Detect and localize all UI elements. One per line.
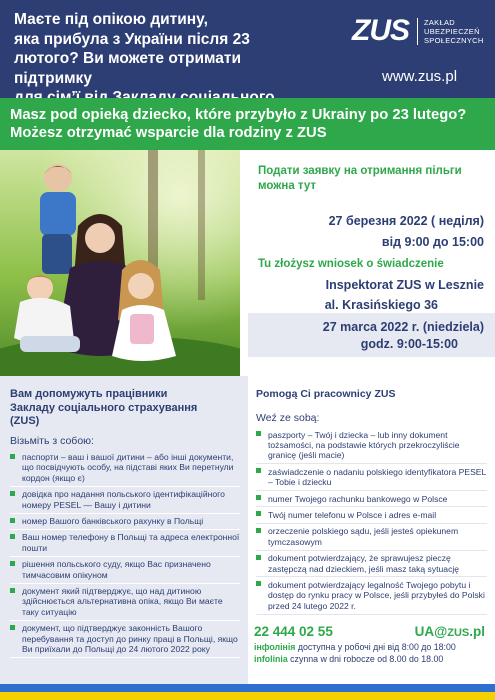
right-heading: Pomogą Ci pracownicy ZUS bbox=[256, 388, 396, 400]
zus-logo-text bbox=[417, 18, 484, 45]
bullet-square-icon bbox=[10, 625, 15, 630]
header-ua-line: яка прибула з України після 23 bbox=[14, 30, 250, 48]
list-item bbox=[256, 524, 487, 551]
header-ua-line: Маєте під опікою дитину, bbox=[14, 11, 208, 28]
contact-block bbox=[248, 622, 495, 684]
list-item-text: paszporty – Twój i dziecka – lub inny dokument tożsamości, na podstawie których przekroczyliście granicę (jeśli macie) bbox=[268, 429, 460, 461]
list-item-text: документ, що підтверджує законність Вашого перебування та доступ до ринку праці в Польщі, якщо Ви приїхали до Польщі до 24 лютого 2022 року bbox=[22, 623, 238, 655]
pl-banner-question: Masz pod opieką dziecko, które przybyło z Ukrainy po 23 lutego? bbox=[10, 107, 467, 123]
left-take-label: Візьміть з собою: bbox=[10, 434, 94, 447]
phone-number[interactable]: 22 444 02 55 bbox=[254, 624, 333, 639]
event-ua-block bbox=[248, 158, 495, 258]
left-heading-line: Вам допомужуть працівники bbox=[10, 388, 168, 400]
header bbox=[0, 0, 495, 98]
list-item bbox=[256, 427, 487, 464]
zus-logo bbox=[352, 14, 482, 48]
event-info bbox=[248, 150, 495, 376]
email-link[interactable] bbox=[415, 624, 485, 639]
family-photo bbox=[0, 150, 240, 376]
event-pl-place: Inspektorat ZUS w Lesznie bbox=[325, 278, 484, 292]
email-prefix: UA@ bbox=[414, 624, 448, 639]
bullet-square-icon bbox=[256, 468, 261, 473]
list-item bbox=[10, 514, 240, 530]
list-item bbox=[256, 464, 487, 491]
bullet-square-icon bbox=[256, 555, 261, 560]
right-take-label: Weź ze sobą: bbox=[256, 412, 320, 424]
left-heading bbox=[10, 388, 240, 429]
bullet-square-icon bbox=[256, 511, 261, 516]
hotline-ua-text: доступна у робочі дні від 8:00 до 18:00 bbox=[295, 642, 456, 652]
flag-stripe-blue bbox=[0, 684, 495, 692]
event-pl-date: 27 marca 2022 r. (niedziela) bbox=[322, 320, 484, 334]
event-pl-time: godz. 9:00-15:00 bbox=[360, 337, 458, 351]
list-item bbox=[10, 450, 240, 487]
list-item bbox=[256, 491, 487, 507]
header-ua-title bbox=[14, 10, 314, 108]
bullet-square-icon bbox=[10, 454, 15, 459]
event-pl-lead: Tu złożysz wniosek o świadczenie bbox=[258, 258, 444, 270]
header-ua-line: лютого? Ви можете отримати підтримку bbox=[14, 50, 241, 87]
email-suffix: .pl bbox=[469, 624, 485, 639]
bullet-square-icon bbox=[10, 518, 15, 523]
logo-text-line: UBEZPIECZEŃ bbox=[424, 26, 480, 36]
website-link[interactable]: www.zus.pl bbox=[382, 68, 458, 85]
pl-banner bbox=[0, 98, 495, 150]
list-item-text: Twój numer telefonu w Polsce i adres e-mail bbox=[268, 509, 437, 520]
list-item-text: паспорти – ваш і вашої дитини – або інші документи, що посвідчують особу, на підставі яких Ви перетнули кордон (якщо є) bbox=[22, 452, 234, 483]
bullet-square-icon bbox=[10, 588, 15, 593]
bullet-square-icon bbox=[10, 561, 15, 566]
hotline-pl-label: infolinia bbox=[254, 654, 288, 664]
bullet-square-icon bbox=[256, 528, 261, 533]
logo-text-line: ZAKŁAD bbox=[424, 17, 455, 27]
right-document-list bbox=[256, 427, 487, 615]
list-item bbox=[10, 621, 240, 658]
list-item-text: документ який підтверджує, що над дитиною здійснюється альтернативна опіка, якщо Ви маєте таку ситуацію bbox=[22, 586, 223, 617]
hotline-pl-text: czynna w dni robocze od 8.00 do 18.00 bbox=[287, 654, 444, 664]
bullet-square-icon bbox=[256, 495, 261, 500]
bullet-square-icon bbox=[256, 431, 261, 436]
event-ua-lead-line: можна тут bbox=[258, 180, 317, 192]
pl-banner-subtitle: Możesz otrzymać wsparcie dla rodziny z ZUS bbox=[10, 125, 327, 141]
bullet-square-icon bbox=[256, 581, 261, 586]
hotline-pl bbox=[254, 654, 443, 664]
list-item bbox=[10, 530, 240, 557]
left-heading-line: (ZUS) bbox=[10, 415, 40, 427]
list-item bbox=[10, 557, 240, 584]
email-domain: ZUS bbox=[447, 627, 470, 639]
list-item-text: номер Вашого банківського рахунку в Польщі bbox=[22, 516, 204, 527]
list-item bbox=[256, 551, 487, 578]
list-item-text: orzeczenie polskiego sądu, jeśli jesteś opiekunem tymczasowym bbox=[268, 526, 459, 547]
bullet-square-icon bbox=[10, 534, 15, 539]
left-heading-line: Закладу соціального страхування bbox=[10, 401, 198, 414]
hotline-ua bbox=[254, 642, 456, 652]
left-document-list bbox=[10, 450, 240, 659]
hotline-ua-label: інфолінія bbox=[254, 642, 296, 652]
flag-stripe-yellow bbox=[0, 692, 495, 700]
list-item bbox=[256, 577, 487, 614]
list-item bbox=[256, 507, 487, 523]
list-item-text: numer Twojego rachunku bankowego w Polsce bbox=[268, 493, 448, 504]
event-ua-date: 27 березня 2022 ( неділя) bbox=[328, 214, 484, 228]
list-item bbox=[10, 584, 240, 621]
list-item-text: dokument potwierdzający legalność Twojego pobytu i dostęp do rynku pracy w Polsce, jeśli przybyłeś do Polski przed 24 lutego 2022 r. bbox=[268, 579, 485, 611]
left-column-ua bbox=[0, 376, 248, 684]
zus-logo-mark: ZUS bbox=[352, 14, 409, 47]
list-item-text: dokument potwierdzający, że sprawujesz pieczę zastępczą nad dzieckiem, jeśli masz taką sytuację bbox=[268, 553, 460, 574]
list-item-text: Ваш номер телефону в Польщі та адреса електронної пошти bbox=[22, 532, 240, 553]
bullet-square-icon bbox=[10, 491, 15, 496]
event-pl-address: al. Krasińskiego 36 bbox=[324, 298, 438, 312]
event-ua-lead bbox=[258, 164, 478, 194]
logo-text-line: SPOŁECZNYCH bbox=[424, 35, 484, 45]
list-item-text: довідка про надання польського ідентифікаційного номеру PESEL — Вашу і дитини bbox=[22, 489, 225, 510]
family-photo-illustration bbox=[0, 150, 240, 376]
list-item-text: zaświadczenie o nadaniu polskiego identyfikatora PESEL – Tobie i dziecku bbox=[268, 466, 487, 488]
event-ua-lead-line: Подати заявку на отримання пільги bbox=[258, 165, 462, 177]
list-item bbox=[10, 487, 240, 514]
event-ua-time: від 9:00 до 15:00 bbox=[381, 235, 484, 249]
list-item-text: рішення польського суду, якщо Вас призначено тимчасовим опікуном bbox=[22, 559, 211, 580]
